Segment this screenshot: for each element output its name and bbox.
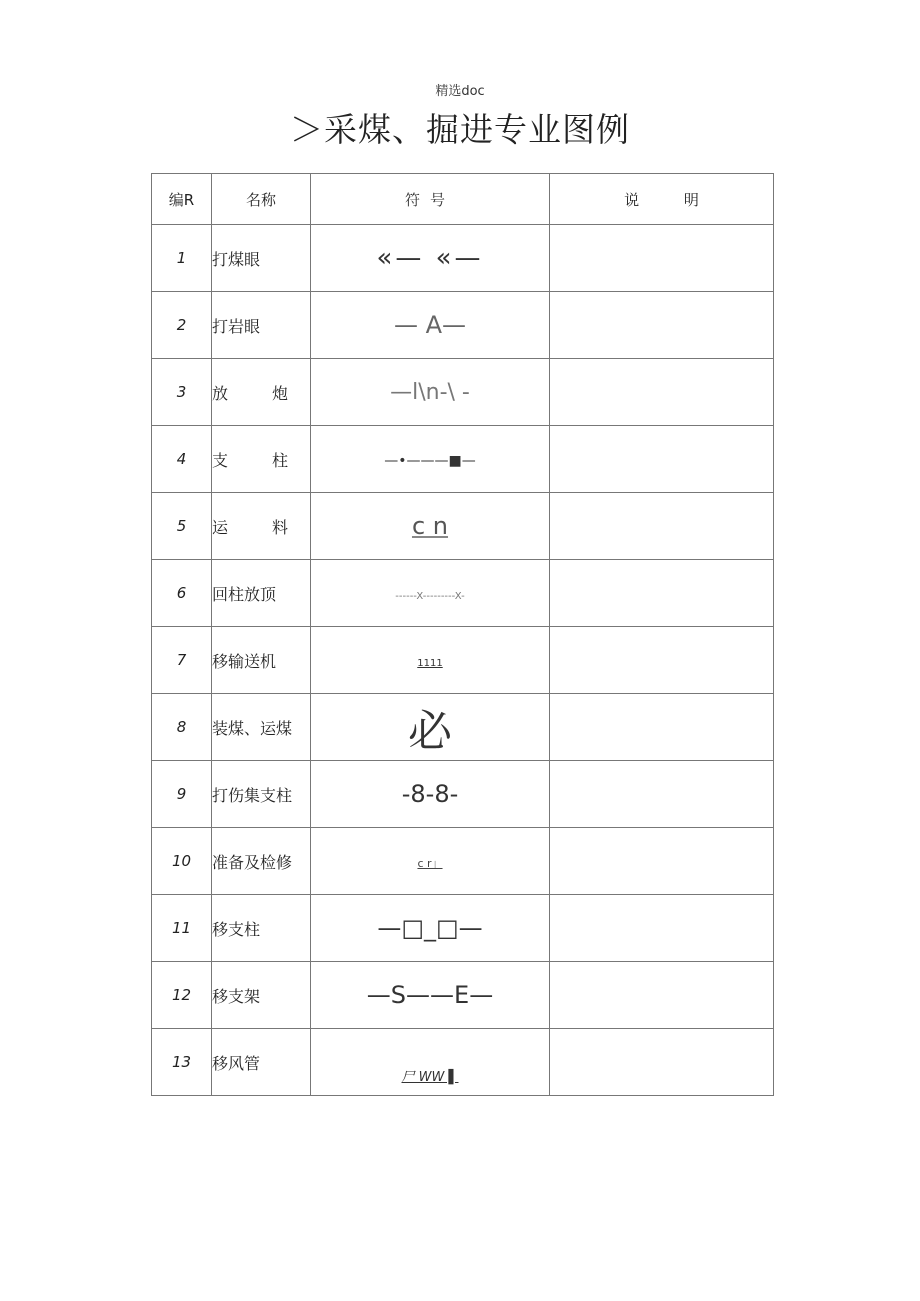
row-number: 2: [152, 292, 212, 359]
row-name-part: 支: [212, 450, 229, 470]
row-number: 13: [152, 1029, 212, 1096]
page-title: ＞采煤、掘进专业图例: [290, 110, 630, 149]
header-symbol: 符号: [311, 174, 550, 225]
row-symbol: -8-8-: [401, 780, 459, 808]
row-description: [550, 560, 774, 627]
row-number: 3: [152, 359, 212, 426]
row-name: 打伤集支柱: [212, 761, 311, 828]
row-name: 移风管: [212, 1029, 311, 1096]
row-symbol: —□_□—: [377, 914, 483, 942]
row-number: 6: [152, 560, 212, 627]
row-symbol: «— «—: [376, 243, 484, 273]
row-description: [550, 828, 774, 895]
row-name-part: 料: [271, 517, 288, 537]
row-description: [550, 895, 774, 962]
table-row: [152, 292, 774, 359]
row-symbol: c n: [411, 512, 449, 540]
row-name: 回柱放顶: [212, 560, 311, 627]
row-number: 5: [152, 493, 212, 560]
row-number: 11: [152, 895, 212, 962]
table-row: [152, 828, 774, 895]
row-name: [212, 359, 311, 426]
row-name: 移支柱: [212, 895, 311, 962]
table-row: [152, 426, 774, 493]
row-symbol-cell: [311, 694, 550, 761]
row-symbol: ------X---------X-: [395, 590, 465, 602]
row-symbol: —l\n-\ -: [390, 379, 470, 405]
row-symbol-cell: [311, 761, 550, 828]
row-name-part: 炮: [271, 383, 288, 403]
row-description: [550, 292, 774, 359]
row-symbol-cell: [311, 560, 550, 627]
header-name: 名称: [212, 174, 311, 225]
row-name: 移输送机: [212, 627, 311, 694]
table-row: [152, 895, 774, 962]
row-symbol-cell: [311, 828, 550, 895]
row-symbol: —S——E—: [366, 981, 494, 1009]
header-number: 编R: [152, 174, 212, 225]
row-number: 7: [152, 627, 212, 694]
table-row: [152, 359, 774, 426]
table-row: [152, 962, 774, 1029]
row-number: 1: [152, 225, 212, 292]
row-description: [550, 359, 774, 426]
row-name-part: 放: [212, 383, 229, 403]
row-symbol: 必: [408, 706, 452, 757]
row-name-spread: [212, 515, 290, 538]
header-description: 说 明: [550, 174, 774, 225]
row-name: 装煤、运煤: [212, 694, 311, 761]
row-name-part: 柱: [271, 450, 288, 470]
row-description: [550, 962, 774, 1029]
row-symbol-cell: [311, 225, 550, 292]
row-description: [550, 694, 774, 761]
row-symbol-cell: [311, 627, 550, 694]
row-symbol-cell: [311, 895, 550, 962]
table-header-row: [152, 174, 774, 225]
row-symbol-cell: [311, 1029, 550, 1096]
legend-rows: [152, 225, 774, 1096]
row-number: 9: [152, 761, 212, 828]
legend-table: [151, 173, 774, 1096]
row-description: [550, 225, 774, 292]
row-name: [212, 493, 311, 560]
row-symbol-cell: [311, 292, 550, 359]
table-row: [152, 1029, 774, 1096]
row-symbol: 尸 WW ▌: [401, 1069, 459, 1085]
table-row: [152, 761, 774, 828]
row-name-part: 运: [212, 517, 229, 537]
row-symbol-cell: [311, 426, 550, 493]
table-row: [152, 560, 774, 627]
row-number: 12: [152, 962, 212, 1029]
row-description: [550, 761, 774, 828]
row-name: 移支架: [212, 962, 311, 1029]
row-symbol: 1111: [417, 657, 443, 669]
row-symbol: c r」: [417, 856, 443, 870]
row-symbol: — A—: [393, 311, 467, 339]
row-name: 打煤眼: [212, 225, 311, 292]
row-symbol: —•———■—: [384, 452, 476, 469]
row-name: 打岩眼: [212, 292, 311, 359]
row-symbol-cell: [311, 962, 550, 1029]
row-number: 10: [152, 828, 212, 895]
table-row: [152, 694, 774, 761]
row-symbol-cell: [311, 359, 550, 426]
row-description: [550, 426, 774, 493]
table-row: [152, 627, 774, 694]
table-row: [152, 225, 774, 292]
row-description: [550, 1029, 774, 1096]
row-number: 8: [152, 694, 212, 761]
row-name-spread: [212, 448, 290, 471]
row-symbol-cell: [311, 493, 550, 560]
row-name-spread: [212, 381, 290, 404]
table-row: [152, 493, 774, 560]
row-name: 准备及检修: [212, 828, 311, 895]
row-description: [550, 627, 774, 694]
header-note: 精选doc: [435, 84, 485, 99]
row-description: [550, 493, 774, 560]
row-number: 4: [152, 426, 212, 493]
row-name: [212, 426, 311, 493]
